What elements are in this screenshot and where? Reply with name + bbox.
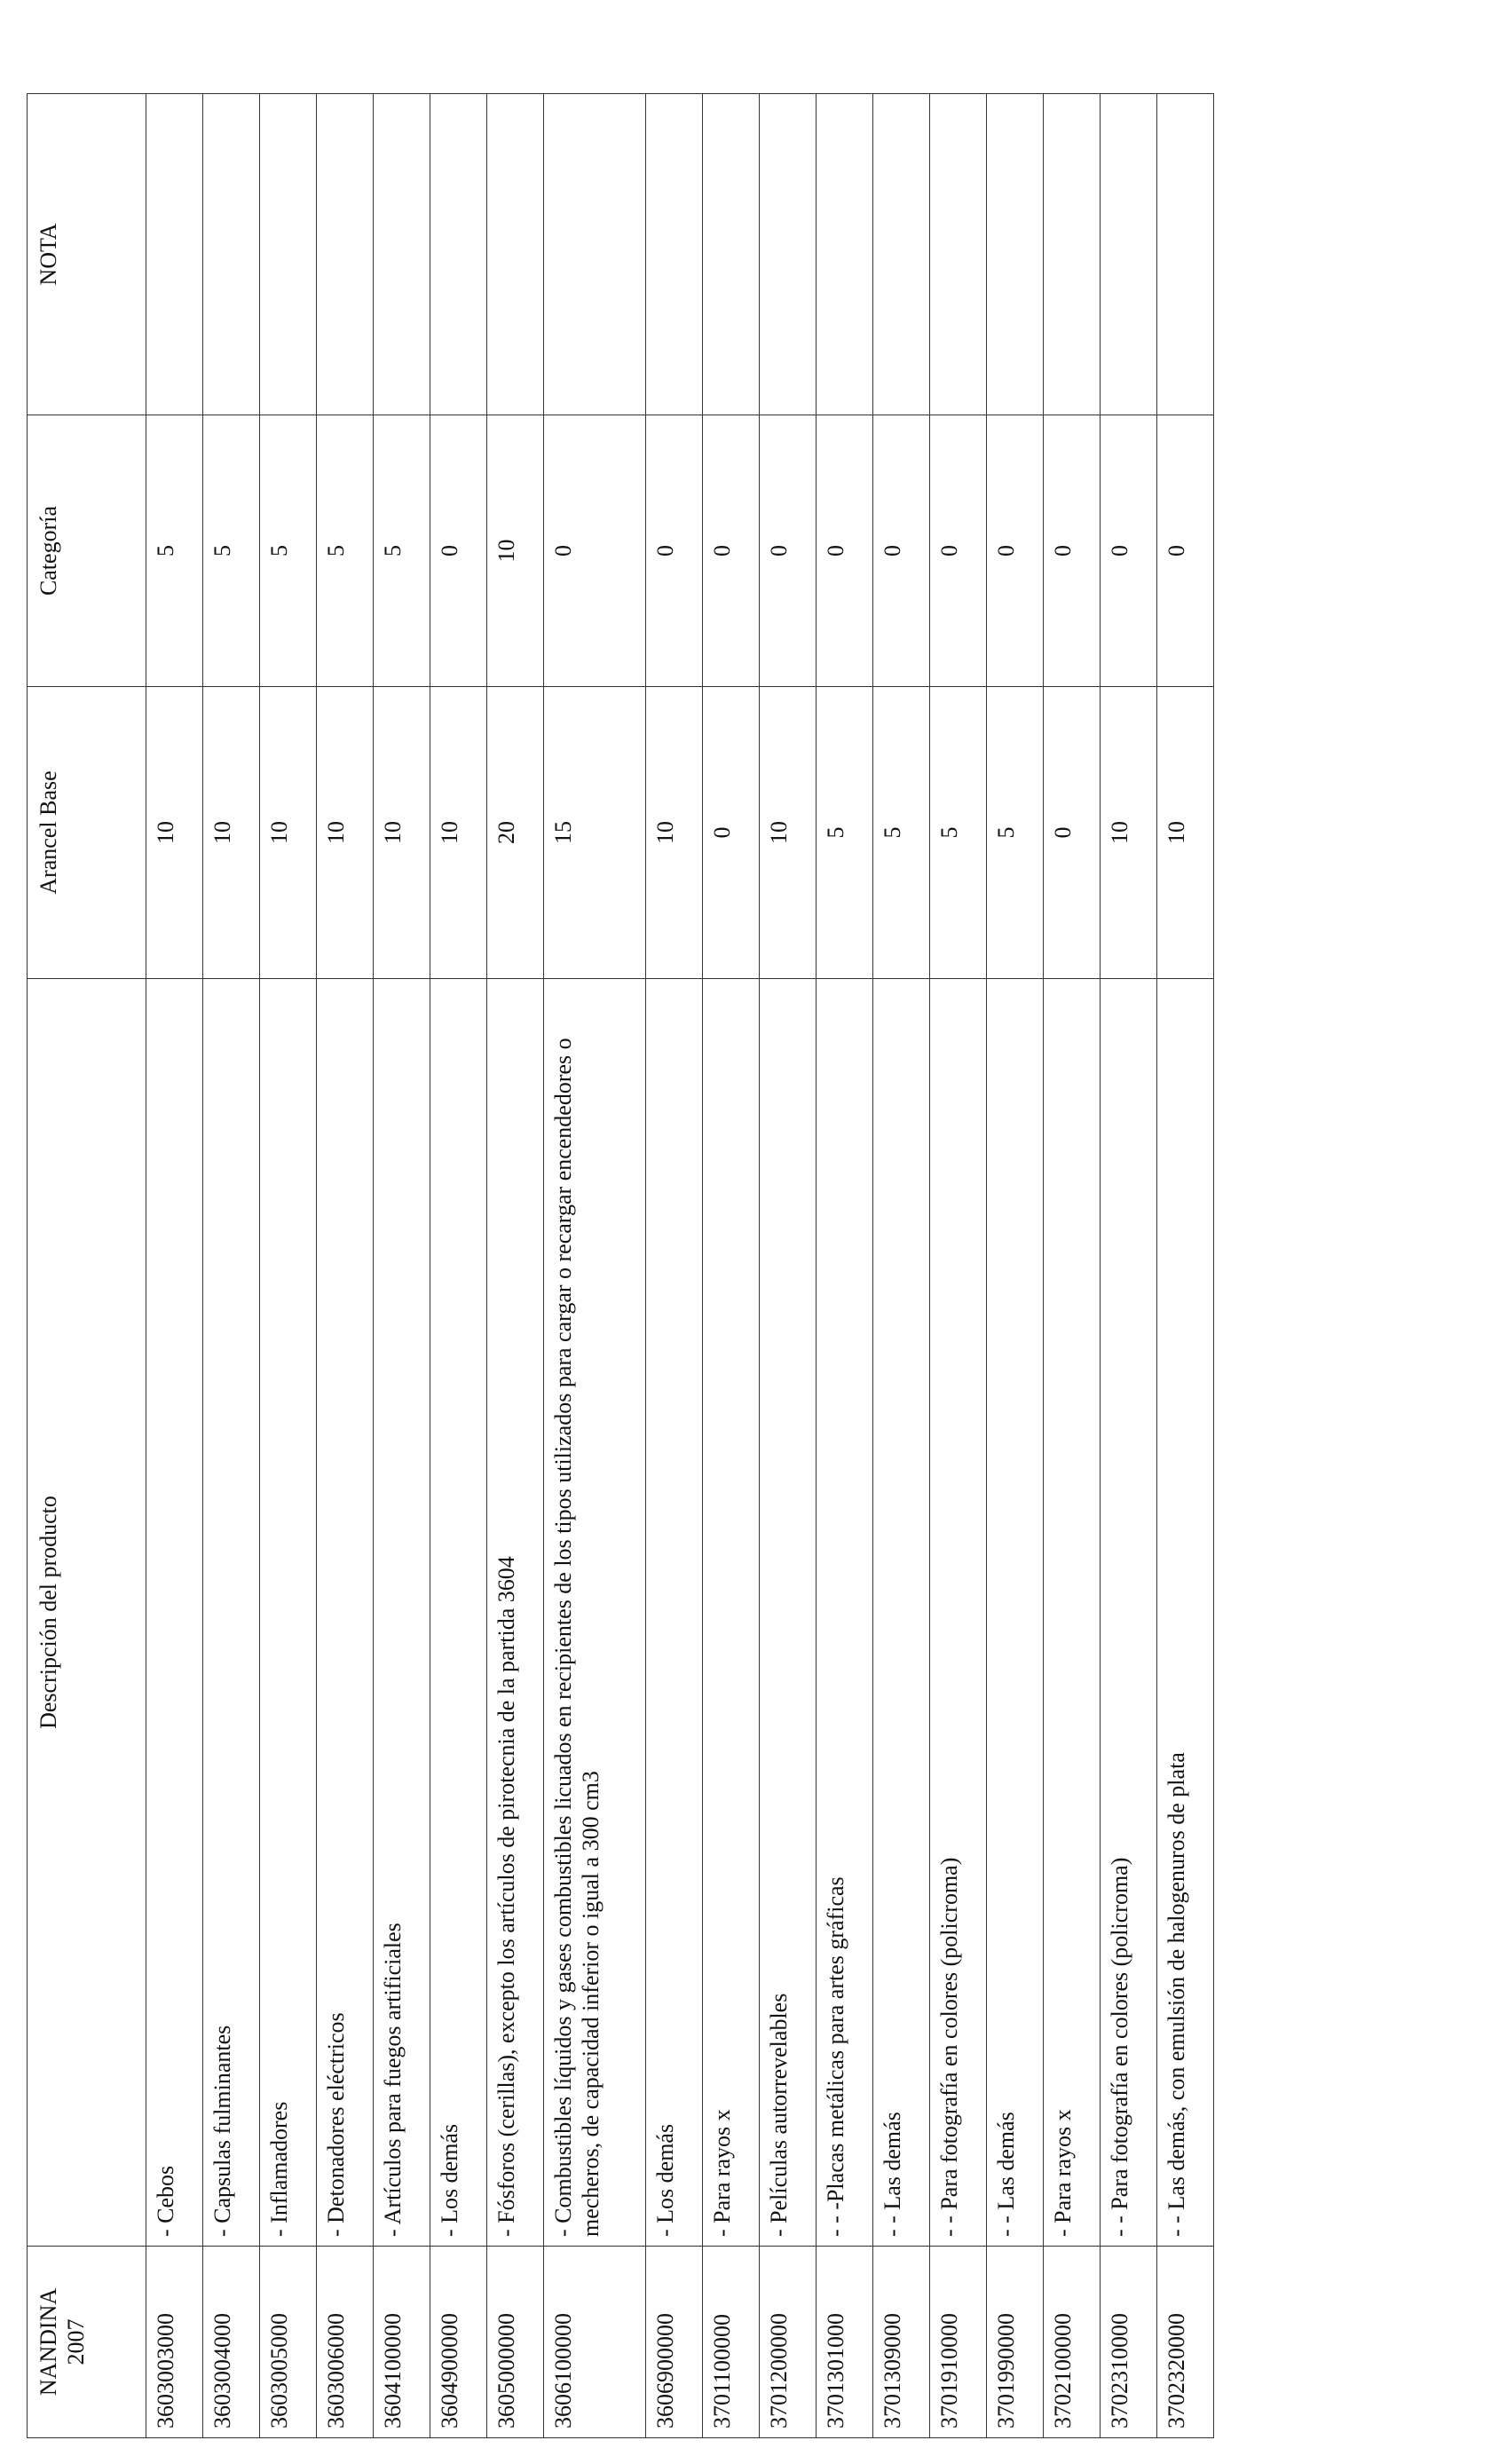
cell-arancel-base: 10 [1101,687,1157,979]
table-row [146,94,203,2438]
cell-categoria: 0 [1101,415,1157,687]
header-nandina-line2: 2007 [63,2318,89,2365]
cell-code: 3605000000 [487,2247,544,2438]
cell-categoria: 10 [487,415,544,687]
cell-description: - - Para fotografía en colores (policroma) [930,979,987,2247]
cell-arancel-base: 15 [544,687,646,979]
cell-code: 3603005000 [260,2247,317,2438]
cell-description: - Los demás [646,979,703,2247]
cell-nota [203,94,260,415]
cell-description: - Combustibles líquidos y gases combustibles licuados en recipientes de los tipos utilizados para cargar o recargar encendedores o mecheros, de capacidad inferior o igual a 300 cm3 [544,979,646,2247]
table-row [1157,94,1214,2438]
cell-arancel-base: 0 [703,687,760,979]
cell-nota [817,94,873,415]
table-row [430,94,487,2438]
cell-description: - Detonadores eléctricos [317,979,374,2247]
cell-nota [873,94,930,415]
cell-code: 3701990000 [987,2247,1044,2438]
cell-description: - Artículos para fuegos artificiales [374,979,430,2247]
cell-nota [146,94,203,415]
cell-categoria: 5 [374,415,430,687]
cell-nota [930,94,987,415]
cell-categoria: 0 [930,415,987,687]
cell-arancel-base: 20 [487,687,544,979]
cell-arancel-base: 5 [817,687,873,979]
cell-description: - Para rayos x [703,979,760,2247]
header-descripcion: Descripción del producto [28,979,146,2247]
cell-description: - Películas autorrevelables [760,979,817,2247]
cell-description: - Inflamadores [260,979,317,2247]
table-row [1044,94,1101,2438]
cell-nota [1044,94,1101,415]
cell-code: 3701910000 [930,2247,987,2438]
cell-nota [703,94,760,415]
table-row [260,94,317,2438]
cell-description: - Cebos [146,979,203,2247]
header-arancel-base: Arancel Base [28,687,146,979]
cell-categoria: 0 [1157,415,1214,687]
cell-code: 3701200000 [760,2247,817,2438]
cell-code: 3701301000 [817,2247,873,2438]
table-body [146,94,1214,2438]
cell-arancel-base: 10 [1157,687,1214,979]
cell-categoria: 0 [1044,415,1101,687]
cell-arancel-base: 10 [260,687,317,979]
table-row [317,94,374,2438]
table-row [873,94,930,2438]
cell-nota [430,94,487,415]
cell-description: - - -Placas metálicas para artes gráficas [817,979,873,2247]
cell-nota [987,94,1044,415]
cell-code: 3606900000 [646,2247,703,2438]
table-row [646,94,703,2438]
cell-arancel-base: 5 [930,687,987,979]
header-categoria: Categoría [28,415,146,687]
cell-code: 3604100000 [374,2247,430,2438]
tariff-table [27,93,1214,2438]
header-row [28,94,146,2438]
table-row [760,94,817,2438]
cell-description: - Capsulas fulminantes [203,979,260,2247]
cell-categoria: 0 [430,415,487,687]
cell-categoria: 0 [987,415,1044,687]
cell-code: 3702310000 [1101,2247,1157,2438]
cell-arancel-base: 10 [146,687,203,979]
cell-code: 3603004000 [203,2247,260,2438]
cell-categoria: 0 [873,415,930,687]
header-nandina [28,2247,146,2438]
cell-arancel-base: 10 [374,687,430,979]
cell-arancel-base: 0 [1044,687,1101,979]
cell-code: 3603003000 [146,2247,203,2438]
cell-nota [1157,94,1214,415]
header-nandina-line1: NANDINA [36,2287,61,2397]
cell-arancel-base: 10 [203,687,260,979]
table-row [544,94,646,2438]
cell-code: 3702100000 [1044,2247,1101,2438]
cell-categoria: 0 [703,415,760,687]
table-row [817,94,873,2438]
table-row [987,94,1044,2438]
cell-arancel-base: 5 [873,687,930,979]
cell-categoria: 0 [544,415,646,687]
table-row [930,94,987,2438]
cell-arancel-base: 5 [987,687,1044,979]
table-row [374,94,430,2438]
cell-code: 3701309000 [873,2247,930,2438]
cell-arancel-base: 10 [317,687,374,979]
cell-description: - - Las demás, con emulsión de halogenuros de plata [1157,979,1214,2247]
cell-description: - Para rayos x [1044,979,1101,2247]
cell-nota [374,94,430,415]
cell-nota [760,94,817,415]
cell-categoria: 5 [203,415,260,687]
cell-categoria: 0 [646,415,703,687]
table-row [1101,94,1157,2438]
cell-nota [544,94,646,415]
cell-description: - - Las demás [873,979,930,2247]
cell-nota [1101,94,1157,415]
cell-categoria: 5 [317,415,374,687]
cell-code: 3701100000 [703,2247,760,2438]
cell-description: - - Las demás [987,979,1044,2247]
cell-nota [487,94,544,415]
cell-description: - Los demás [430,979,487,2247]
cell-arancel-base: 10 [430,687,487,979]
cell-nota [260,94,317,415]
cell-code: 3702320000 [1157,2247,1214,2438]
cell-arancel-base: 10 [646,687,703,979]
cell-categoria: 0 [817,415,873,687]
table-row [487,94,544,2438]
cell-nota [646,94,703,415]
cell-description: - - Para fotografía en colores (policroma) [1101,979,1157,2247]
cell-categoria: 5 [146,415,203,687]
cell-arancel-base: 10 [760,687,817,979]
cell-code: 3606100000 [544,2247,646,2438]
cell-categoria: 5 [260,415,317,687]
cell-categoria: 0 [760,415,817,687]
header-nota: NOTA [28,94,146,415]
table-row [203,94,260,2438]
cell-code: 3604900000 [430,2247,487,2438]
cell-nota [317,94,374,415]
table-row [703,94,760,2438]
cell-description: - Fósforos (cerillas), excepto los artículos de pirotecnia de la partida 3604 [487,979,544,2247]
cell-code: 3603006000 [317,2247,374,2438]
